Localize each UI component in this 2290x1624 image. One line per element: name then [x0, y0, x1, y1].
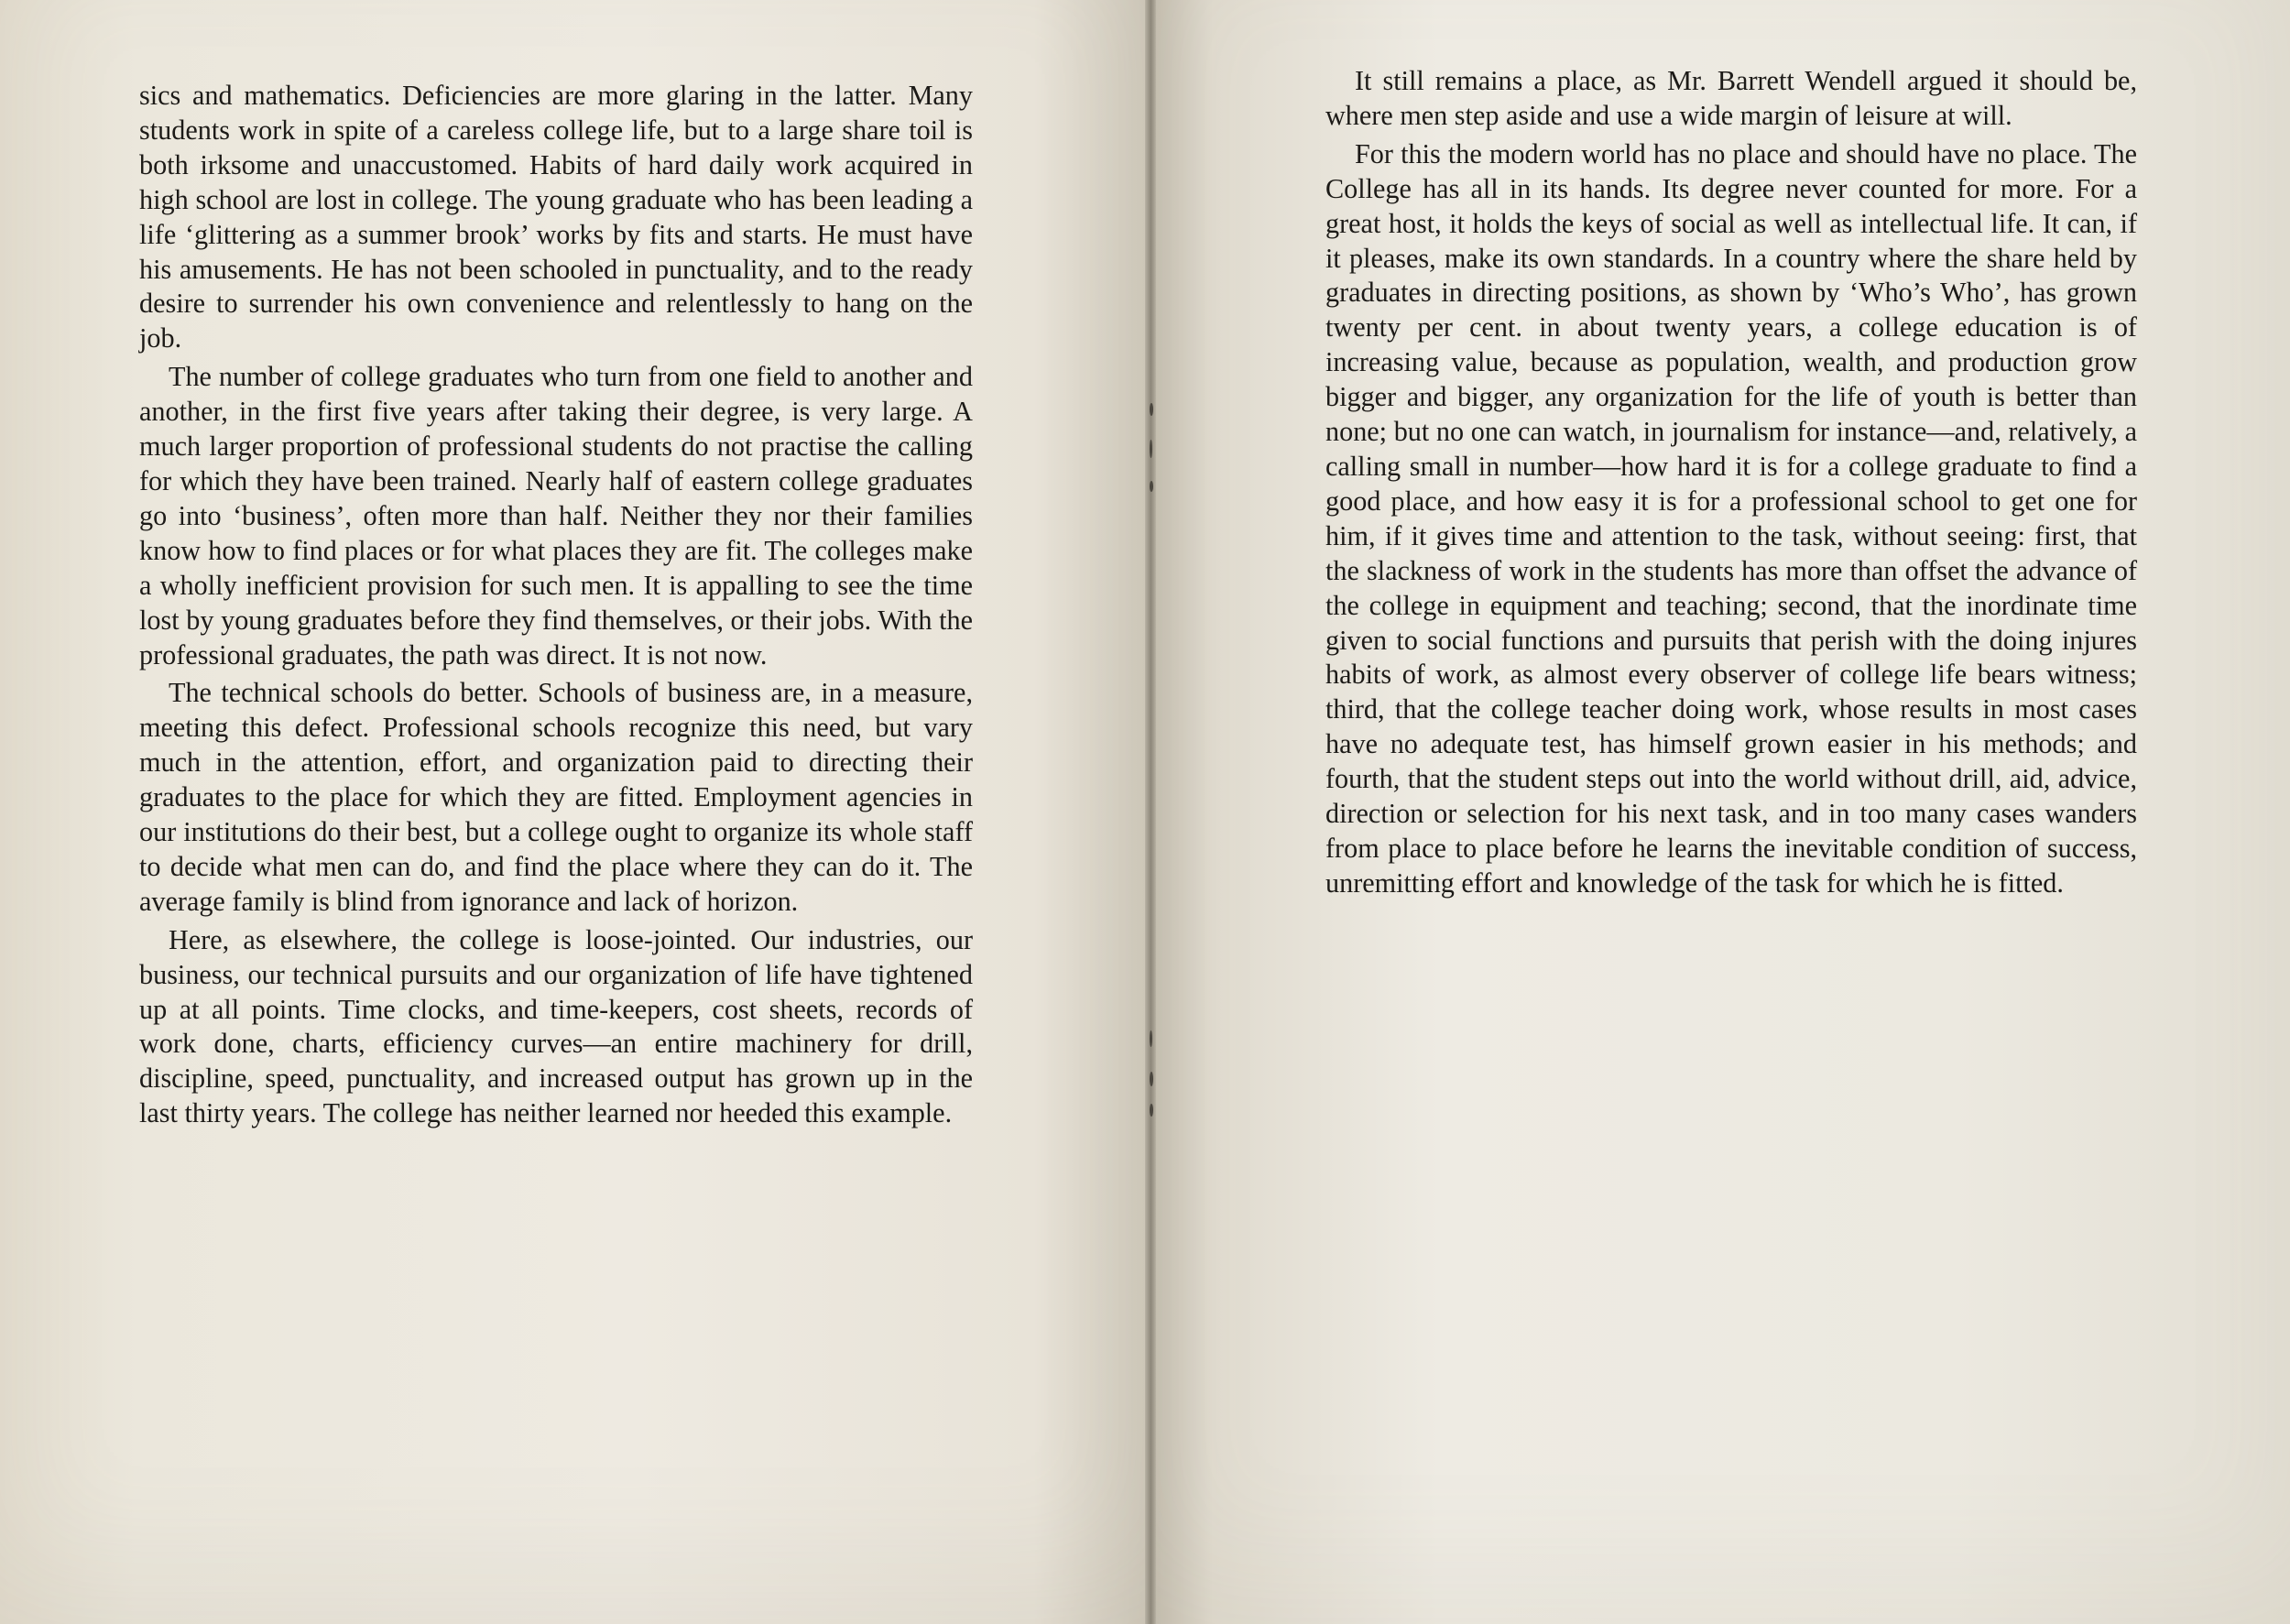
binding-thread-mark [1150, 403, 1153, 416]
binding-thread-mark [1150, 1072, 1153, 1086]
right-paragraph-1: It still remains a place, as Mr. Barrett Wendell argued it should be, where men step aside and use a wide margin of leisure at will. [1325, 65, 2137, 131]
right-page-text [1325, 64, 2137, 901]
right-paragraph-2: For this the modern world has no place and should have no place. The College has all in its hands. Its degree never counted for more. For a great host, it holds the keys of social as well as intellectual life. It can, if it pleases, make its own standards. In a country where the share held by graduates in directing positions, as shown by ‘Who’s Who’, has grown twenty per cent. in about twenty years, a college education is of increasing value, because as population, wealth, and production grow bigger and bigger, any organization for the life of youth is better than none; but no one can watch, in journalism for instance—and, relatively, a calling small in number—how hard it is for a college graduate to find a good place, and how easy it is for a professional school to get one for him, if it gives time and attention to the task, without seeing: first, that the slackness of work in the students has more than offset the advance of the college in equipment and teaching; second, that the inordinate time given to social functions and pursuits that perish with the doing injures habits of work, as almost every observer of college life bears witness; third, that the college teacher doing work, whose results in most cases have no adequate test, has himself grown easier in his methods; and fourth, that the student steps out into the world without drill, aid, advice, direction or selection for his next task, and in too many cases wanders from place to place before he learns the inevitable condition of success, unremitting effort and knowledge of the task for which he is fitted. [1325, 137, 2137, 899]
right-page [1156, 0, 2290, 1624]
left-page-text [139, 79, 973, 1131]
binding-thread-mark [1150, 481, 1153, 492]
left-paragraph-4: Here, as elsewhere, the college is loose-jointed. Our industries, our business, our technical pursuits and our organization of life have tightened up at all points. Time clocks, and time-keepers, cost sheets, records of work done, charts, efficiency curves—an entire machinery for drill, discipline, speed, punctuality, and increased output has grown up in the last thirty years. The college has neither learned nor heeded this example. [139, 923, 973, 1129]
binding-thread-mark [1150, 1104, 1153, 1117]
left-paragraph-1: sics and mathematics. Deficiencies are more glaring in the latter. Many students work in spite of a careless college life, but to a large share toil is both irksome and unaccustomed. Habits of hard daily work acquired in high school are lost in college. The young graduate who has been leading a life ‘glittering as a summer brook’ works by fits and starts. He must have his amusements. He has not been schooled in punctuality, and to the ready desire to surrender his own convenience and relentlessly to hang on the job. [139, 80, 973, 354]
binding-thread-mark [1150, 440, 1152, 458]
left-paragraph-3: The technical schools do better. Schools of business are, in a measure, meeting this defect. Professional schools recognize this need, but vary much in the attention, effort, and organization paid to directing their graduates to the place for which they are fitted. Employment agencies in our institutions do their best, but a college ought to organize its whole staff to decide what men can do, and find the place where they can do it. The average family is blind from ignorance and lack of horizon. [139, 677, 973, 917]
binding-thread-mark [1150, 1030, 1152, 1047]
left-paragraph-2: The number of college graduates who turn from one field to another and another, in the first five years after taking their degree, is very large. A much larger proportion of professional students do not practise the calling for which they have been trained. Nearly half of eastern college graduates go into ‘business’, often more than half. Neither they nor their families know how to find places or for what places they are fit. The colleges make a wholly inefficient provision for such men. It is appalling to see the time lost by young graduates before they find themselves, or their jobs. With the professional graduates, the path was direct. It is not now. [139, 361, 973, 670]
